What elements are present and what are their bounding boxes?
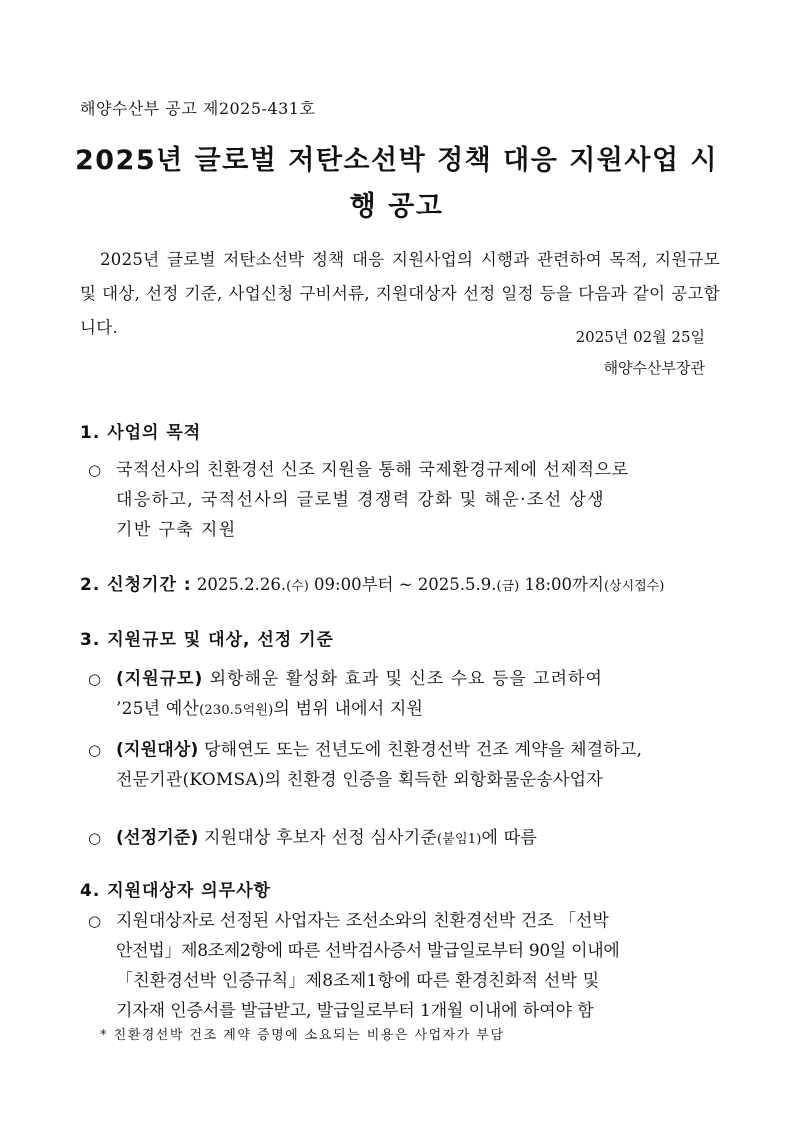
period-note: (상시접수): [603, 579, 665, 594]
bullet-circle-icon: ○: [88, 461, 102, 479]
s4-line-3: 「친환경선박 인증규칙」제8조제1항에 따른 환경친화적 선박 및: [116, 971, 600, 991]
period-end-date: 2025.5.9.: [417, 575, 497, 594]
title-line-2: 행 공고: [349, 191, 444, 222]
issuer: 해양수산부장관: [603, 359, 705, 377]
section-1-heading: 1. 사업의 목적: [80, 423, 202, 443]
target-line-2: 전문기관(KOMSA)의 친환경 인증을 획득한 외항화물운송사업자: [116, 770, 603, 790]
period-start-time: 09:00부터 ~: [308, 575, 418, 594]
scale-line-1: 외항해운 활성화 효과 및 신조 수요 등을 고려하여: [203, 669, 603, 689]
scale-budget: (230.5억원): [199, 703, 274, 718]
notice-number: 해양수산부 공고 제2025-431호: [80, 99, 316, 118]
section-4-heading: 4. 지원대상자 의무사항: [80, 881, 271, 901]
bullet-circle-icon: ○: [88, 829, 102, 847]
page-title: [70, 138, 723, 230]
bullet-circle-icon: ○: [88, 670, 102, 688]
scale-line-2a: ’25년 예산: [116, 699, 200, 719]
s4-line-1: 지원대상자로 선정된 사업자는 조선소와의 친환경선박 건조 「선박: [116, 911, 609, 931]
section-4-bullet: [88, 906, 720, 1026]
criteria-attachment: (붙임1): [436, 832, 482, 847]
criteria-text: 지원대상 후보자 선정 심사기준: [198, 828, 437, 848]
s4-line-4: 기자재 인증서를 발급받고, 발급일로부터 1개월 이내에 하여야 함: [116, 1001, 594, 1021]
intro-paragraph: 2025년 글로벌 저탄소선박 정책 대응 지원사업의 시행과 관련하여 목적, 지원규모 및 대상, 선정 기준, 사업신청 구비서류, 지원대상자 선정 일정 등을 다음과 같이 공고합니다.: [80, 250, 720, 337]
s1-line-2: 대응하고, 국적선사의 글로벌 경쟁력 강화 및 해운·조선 상생: [116, 490, 605, 510]
s4-line-2: 안전법」제8조제2항에 따른 선박검사증서 발급일로부터 90일 이내에: [116, 941, 620, 961]
section-3-bullet-target: [88, 735, 720, 795]
bullet-circle-icon: ○: [88, 912, 102, 930]
title-line-1: 2025년 글로벌 저탄소선박 정책 대응 지원사업 시: [74, 145, 719, 176]
section-2-heading: 2. 신청기간 :: [80, 575, 192, 595]
criteria-label: (선정기준): [116, 828, 199, 848]
section-3-bullet-criteria: [88, 823, 720, 855]
period-end-time: 18:00까지: [519, 575, 604, 594]
scale-label: (지원규모): [116, 669, 204, 689]
criteria-text-end: 에 따름: [481, 828, 537, 848]
period-start-day: (수): [286, 579, 309, 594]
application-period: [80, 570, 664, 595]
s1-line-3: 기반 구축 지원: [116, 520, 237, 540]
period-start-date: 2025.2.26.: [196, 575, 287, 594]
section-3-heading: 3. 지원규모 및 대상, 선정 기준: [80, 630, 334, 650]
section-1-bullet: [88, 455, 720, 545]
notice-date: 2025년 02월 25일: [575, 328, 705, 346]
target-label: (지원대상): [116, 740, 199, 760]
s1-line-1: 국적선사의 친환경선 신조 지원을 통해 국제환경규제에 선제적으로: [116, 460, 629, 480]
scale-line-2c: 의 범위 내에서 지원: [273, 699, 424, 719]
period-end-day: (금): [496, 579, 520, 594]
target-line-1: 당해연도 또는 전년도에 친환경선박 건조 계약을 체결하고,: [198, 740, 643, 760]
section-3-bullet-scale: [88, 664, 720, 726]
cost-footnote: * 친환경선박 건조 계약 증명에 소요되는 비용은 사업자가 부담: [100, 1028, 505, 1043]
bullet-circle-icon: ○: [88, 741, 102, 759]
